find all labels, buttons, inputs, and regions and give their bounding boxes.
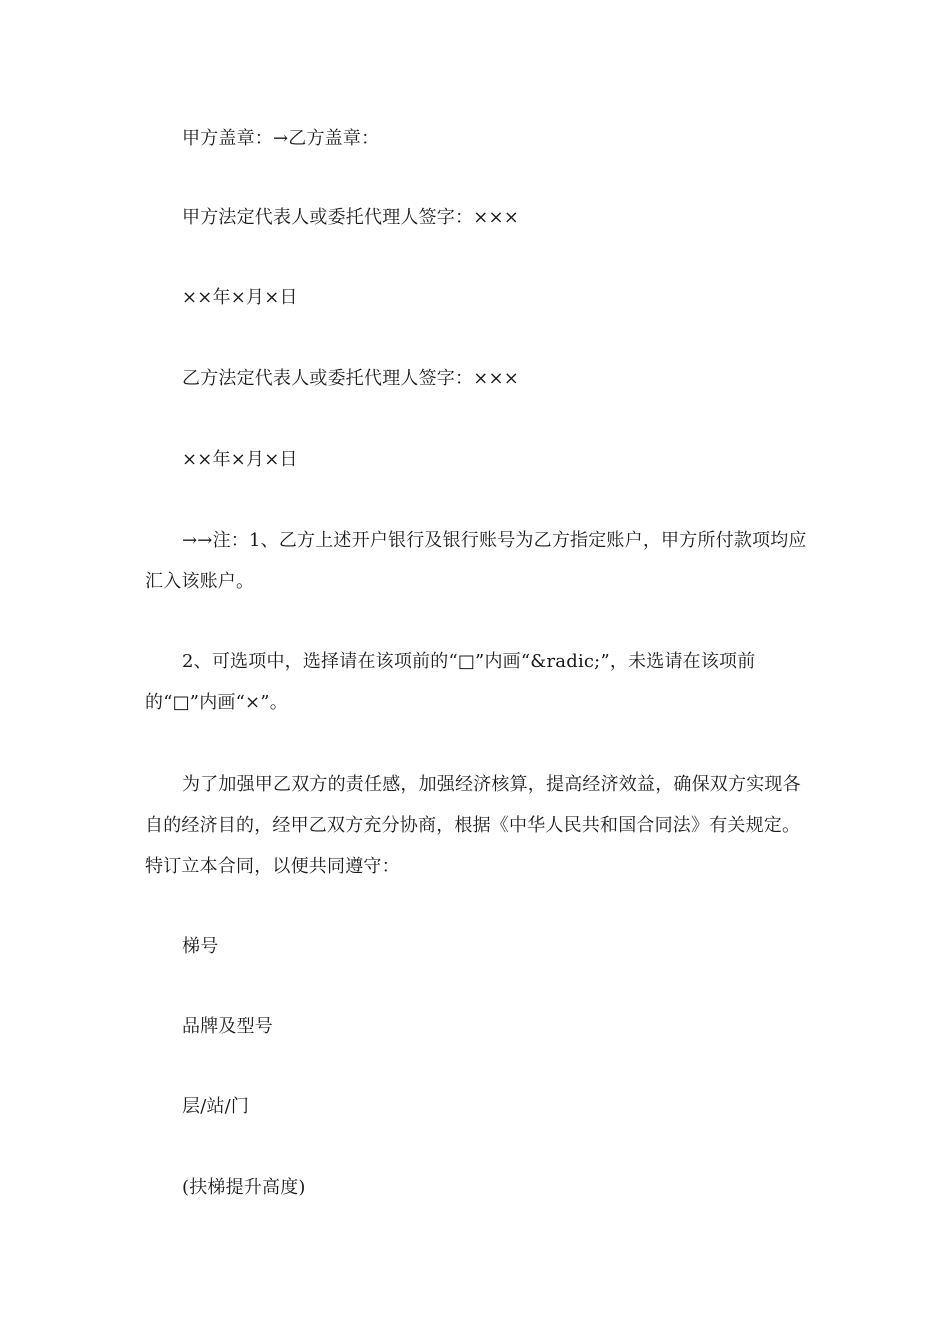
floor-stop-door-label: 层/站/门: [182, 1096, 250, 1117]
brand-model-label: 品牌及型号: [182, 1016, 273, 1037]
party-b-signature-line: 乙方法定代表人或委托代理人签字：×××: [182, 368, 520, 389]
elevator-number-label: 梯号: [182, 936, 219, 957]
escalator-rise-label: (扶梯提升高度): [182, 1177, 306, 1198]
party-a-date: ××年×月×日: [182, 287, 298, 308]
note-1-paragraph: →→注：1、乙方上述开户银行及银行账号为乙方指定账户，甲方所付款项均应汇入该账户。: [145, 530, 807, 592]
contract-preamble-paragraph: 为了加强甲乙双方的责任感，加强经济核算，提高经济效益，确保双方实现各自的经济目的，经甲乙双方充分协商，根据《中华人民共和国合同法》有关规定。特订立本合同，以便共同遵守：: [145, 774, 801, 877]
party-b-date: ××年×月×日: [182, 449, 298, 470]
party-a-signature-line: 甲方法定代表人或委托代理人签字：×××: [182, 207, 520, 228]
party-seal-line: 甲方盖章：→乙方盖章：: [182, 128, 380, 149]
note-2-paragraph: 2、可选项中，选择请在该项前的“□”内画“&radic;”，未选请在该项前的“□”内画“×”。: [145, 651, 756, 713]
